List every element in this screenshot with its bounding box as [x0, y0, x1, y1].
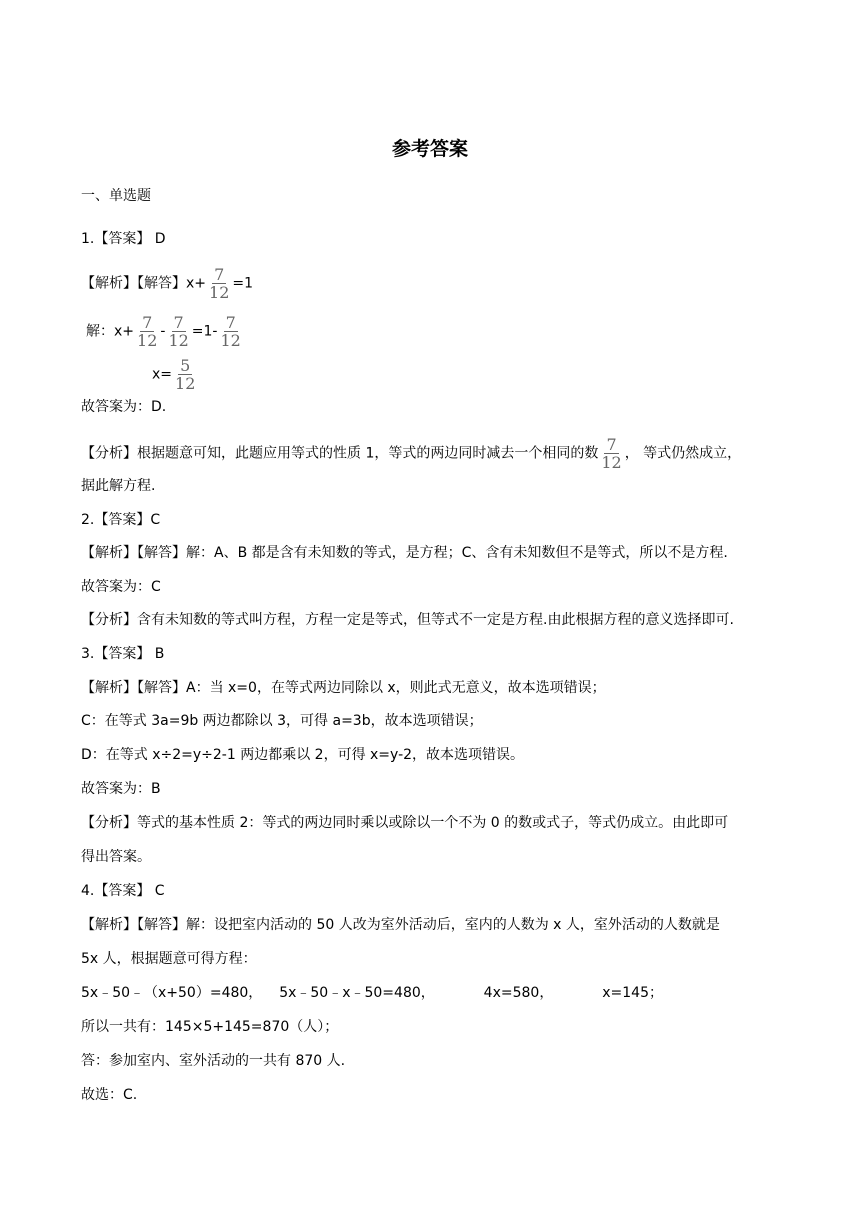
q1-solve-prefix: 解：x+ — [86, 323, 135, 340]
q1-analysis — [81, 266, 253, 301]
q4-reply: 答：参加室内、室外活动的一共有 870 人. — [81, 1053, 346, 1069]
page-title: 参考答案 — [391, 138, 468, 160]
q4-analysis-line1: 【解析】【解答】解：设把室内活动的 50 人改为室外活动后，室内的人数为 x 人，室外活动的人数就是 — [81, 917, 720, 933]
q4-analysis-line2: 5x 人，根据题意可得方程： — [81, 951, 257, 967]
q2-analysis: 【解析】【解答】解：A、B 都是含有未知数的等式，是方程；C、含有未知数但不是等式，所以不是方程. — [81, 545, 728, 561]
section-heading: 一、单选题 — [81, 188, 151, 204]
fraction-7-12: $\frac{7}{12}$ — [601, 435, 622, 472]
q2-fenxi: 【分析】含有未知数的等式叫方程，方程一定是等式，但等式不一定是方程.由此根据方程的意义选择即可. — [81, 612, 734, 628]
q1-solve-eq: =1- — [191, 323, 218, 340]
fraction-7-12: $\frac{7}{12}$ — [209, 265, 230, 302]
q3-fenxi-line2: 得出答案。 — [81, 849, 151, 865]
q1-x-eq: x= — [152, 366, 173, 383]
q1-solve-minus: - — [160, 323, 166, 340]
q4-eq2: 5x﹣50﹣x﹣50=480， — [279, 985, 435, 1001]
q1-solve-step — [86, 314, 244, 349]
q2-answer: 2.【答案】C — [81, 512, 161, 528]
q3-answer: 3.【答案】 B — [81, 646, 165, 662]
fraction-7-12: $\frac{7}{12}$ — [137, 313, 158, 350]
q4-total: 所以一共有：145×5+145=870（人）； — [81, 1019, 339, 1035]
q4-eq3: 4x=580， — [483, 985, 554, 1001]
q1-analysis-suffix: =1 — [232, 275, 254, 292]
fraction-5-12: $\frac{5}{12}$ — [175, 356, 196, 393]
q3-fenxi-line1: 【分析】等式的基本性质 2：等式的两边同时乘以或除以一个不为 0 的数或式子，等式仍成立。由此即可 — [81, 815, 729, 831]
q1-fenxi-line2: 据此解方程. — [81, 478, 156, 494]
q4-choice: 故选：C. — [81, 1087, 138, 1103]
q4-eq4: x=145； — [602, 985, 663, 1001]
q1-conclusion: 故答案为：D. — [81, 399, 167, 415]
q3-line-d: D：在等式 x÷2=y÷2-1 两边都乘以 2，可得 x=y-2，故本选项错误。 — [81, 747, 525, 763]
q3-line-c: C：在等式 3a=9b 两边都除以 3，可得 a=3b，故本选项错误； — [81, 713, 483, 729]
q1-analysis-prefix: 【解析】【解答】x+ — [81, 275, 207, 292]
q2-conclusion: 故答案为：C — [81, 579, 161, 595]
q3-conclusion: 故答案为：B — [81, 781, 161, 797]
fraction-7-12: $\frac{7}{12}$ — [168, 313, 189, 350]
q1-fenxi-b: ， 等式仍然成立， — [624, 445, 742, 462]
q1-fenxi-line1 — [81, 436, 741, 471]
fraction-7-12: $\frac{7}{12}$ — [220, 313, 241, 350]
q1-result — [152, 357, 198, 392]
q4-answer: 4.【答案】 C — [81, 883, 165, 899]
q4-eq1: 5x﹣50﹣（x+50）=480， — [81, 985, 263, 1001]
q1-answer: 1.【答案】 D — [81, 231, 166, 247]
q3-analysis: 【解析】【解答】A：当 x=0，在等式两边同除以 x，则此式无意义，故本选项错误； — [81, 680, 606, 696]
q1-fenxi-a: 【分析】根据题意可知，此题应用等式的性质 1，等式的两边同时减去一个相同的数 — [81, 445, 599, 462]
q4-equations — [81, 983, 663, 1003]
